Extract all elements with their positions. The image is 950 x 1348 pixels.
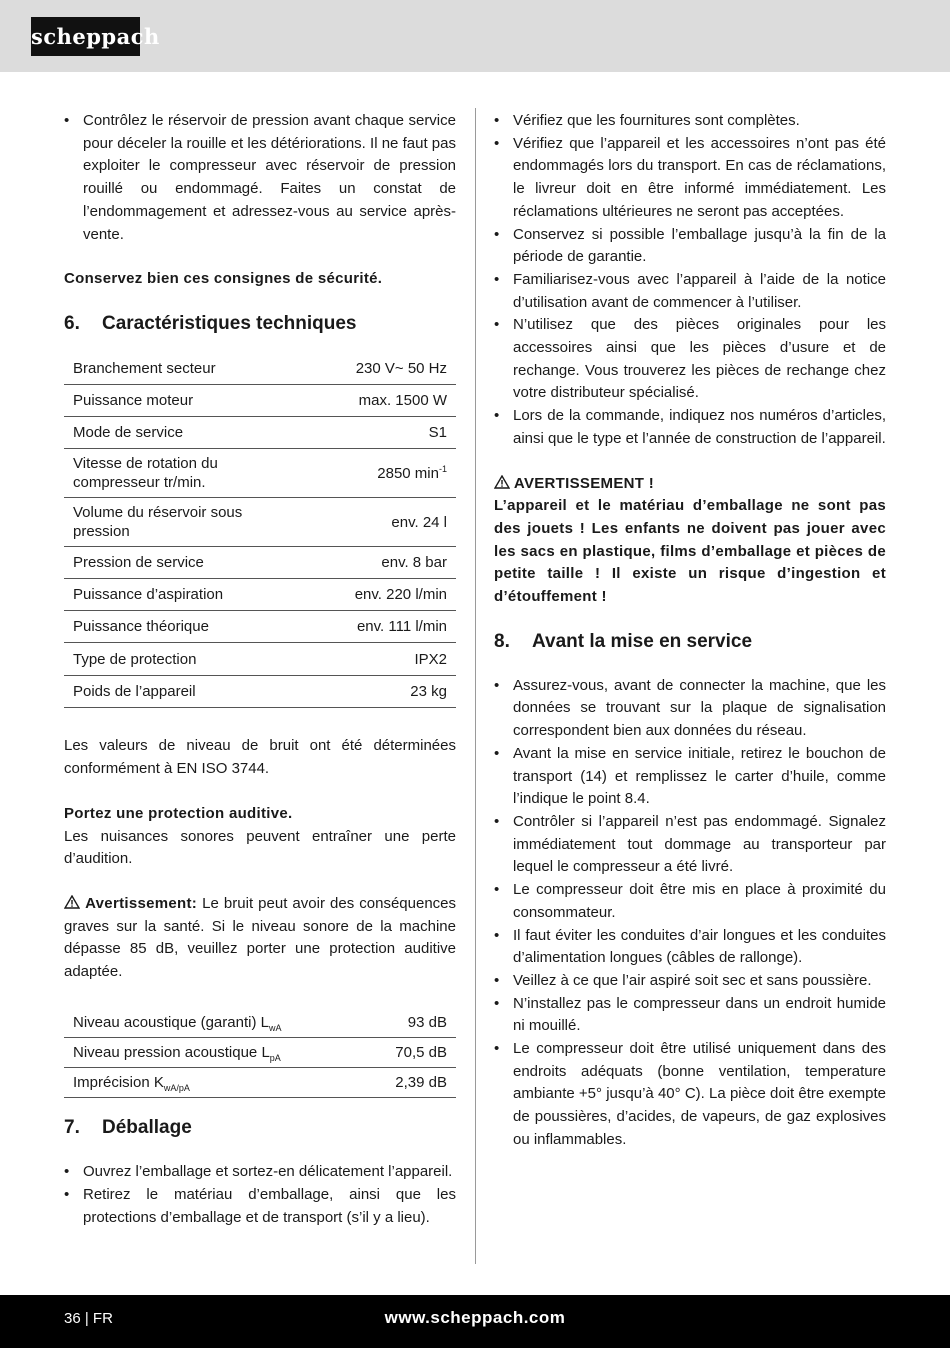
table-row — [64, 353, 456, 385]
spec-value: env. 220 l/min — [292, 579, 456, 611]
list-item: • Ouvrez l’emballage et sortez-en délicatement l’appareil. — [64, 1161, 456, 1184]
left-column — [64, 110, 456, 1229]
spec-value — [292, 449, 456, 498]
spec-value: max. 1500 W — [292, 385, 456, 417]
delivery-check-list — [494, 110, 886, 451]
packaging-warning-title — [494, 473, 886, 496]
list-item: • Il faut éviter les conduites d’air longues et les conduites d’alimentation longues (câbles de rallonge). — [494, 925, 886, 970]
table-row — [64, 611, 456, 643]
rpm-value: 2850 min — [377, 464, 439, 482]
spec-label: Poids de l’appareil — [64, 676, 292, 708]
section-number: 7. — [64, 1117, 80, 1139]
warning-label: Avertissement: — [85, 894, 198, 912]
table-row — [64, 579, 456, 611]
warning-title-text: AVERTISSEMENT ! — [513, 474, 654, 492]
table-row — [64, 643, 456, 676]
list-item: • Contrôler si l’appareil n’est pas endommagé. Signalez immédiatement tout dommage au transporteur par lequel le compresseur a été livré. — [494, 811, 886, 879]
commissioning-list — [494, 675, 886, 1152]
spec-value: IPX2 — [292, 643, 456, 676]
table-row — [64, 449, 456, 498]
section-number: 6. — [64, 312, 80, 334]
table-row — [64, 1038, 456, 1068]
warning-text: Le bruit peut avoir des conséquences graves sur la santé. Si le niveau sonore de la machine dépasse 85 dB, veuillez porter une protection auditive adaptée. — [64, 894, 457, 981]
header-bar — [0, 0, 950, 72]
rpm-exponent: -1 — [438, 463, 447, 474]
noise-label — [64, 1038, 364, 1068]
column-divider — [475, 108, 476, 1264]
noise-label-text: Niveau acoustique (garanti) L — [73, 1014, 269, 1031]
noise-value: 70,5 dB — [364, 1038, 456, 1068]
list-item: • Assurez-vous, avant de connecter la machine, que les données se trouvant sur la plaque de signalisation correspondent bien aux données du réseau. — [494, 675, 886, 743]
right-column — [494, 110, 886, 1152]
spec-table — [64, 353, 456, 709]
spec-label: Type de protection — [64, 643, 292, 676]
list-item: • Conservez si possible l’emballage jusqu’à la fin de la période de garantie. — [494, 224, 886, 269]
spec-value: env. 8 bar — [292, 547, 456, 579]
hearing-protection-text: Les nuisances sonores peuvent entraîner une perte d’audition. — [64, 827, 456, 868]
section-title: Déballage — [102, 1117, 192, 1139]
noise-standard-text: Les valeurs de niveau de bruit ont été déterminées conformément à EN ISO 3744. — [64, 737, 456, 778]
list-item: • Familiarisez-vous avec l’appareil à l’aide de la notice d’utilisation avant de commencer à l’utiliser. — [494, 269, 886, 314]
noise-label-sub: pA — [269, 1053, 281, 1064]
spec-label: Pression de service — [64, 547, 292, 579]
list-item: • Vérifiez que l’appareil et les accessoires n’ont pas été endommagés lors du transport. En cas de réclamations, le livreur doit en être informé immédiatement. Les réclamations ultérieures ne seront pas acceptées. — [494, 133, 886, 224]
noise-table — [64, 1008, 456, 1099]
list-item: • Le compresseur doit être utilisé uniquement dans des endroits adéquats (bonne ventilation, temperature ambiante +5° jusqu’à 40° C). La pièce doit être exempte de poussières, d’acides, de vapeurs, de gaz explosives ou inflammables. — [494, 1038, 886, 1152]
spec-label: Puissance théorique — [64, 611, 292, 643]
section-6-heading — [64, 311, 456, 337]
spec-value: 230 V~ 50 Hz — [292, 353, 456, 385]
section-8-heading — [494, 629, 886, 655]
table-row — [64, 498, 456, 547]
safety-keep-note: Conservez bien ces consignes de sécurité. — [64, 270, 383, 288]
noise-label-text: Niveau pression acoustique L — [73, 1044, 270, 1062]
noise-label-sub: wA/pA — [163, 1083, 190, 1094]
spec-label: Mode de service — [64, 417, 292, 449]
spec-label: Vitesse de rotation du compresseur tr/min. — [64, 449, 292, 498]
spec-label: Volume du réservoir sous pression — [64, 498, 292, 547]
section-title: Avant la mise en service — [532, 630, 753, 652]
warning-triangle-icon — [494, 475, 510, 489]
noise-warning — [64, 893, 456, 984]
list-item: • N’utilisez que des pièces originales pour les accessoires ainsi que les pièces d’usure et de rechange. Vous trouverez les pièces de rechange chez votre distributeur spécialisé. — [494, 314, 886, 405]
spec-label: Puissance moteur — [64, 385, 292, 417]
list-item: • Lors de la commande, indiquez nos numéros d’articles, ainsi que le type et l’année de construction de l’appareil. — [494, 405, 886, 450]
spec-value: S1 — [292, 417, 456, 449]
website-link[interactable]: www.scheppach.com — [384, 1308, 566, 1327]
footer-bar — [0, 1295, 950, 1348]
spec-value: env. 111 l/min — [292, 611, 456, 643]
section-title: Caractéristiques techniques — [102, 312, 357, 334]
table-row — [64, 547, 456, 579]
intro-list — [64, 110, 456, 246]
spec-value: env. 24 l — [292, 498, 456, 547]
list-item: • N’installez pas le compresseur dans un endroit humide ni mouillé. — [494, 993, 886, 1038]
spec-label: Puissance d’aspiration — [64, 579, 292, 611]
page-number: 36 | FR — [64, 1310, 113, 1327]
table-row — [64, 417, 456, 449]
section-number: 8. — [494, 630, 510, 652]
list-item: • Vérifiez que les fournitures sont complètes. — [494, 110, 886, 133]
section-7-heading — [64, 1115, 456, 1141]
noise-value: 93 dB — [364, 1008, 456, 1038]
list-item: • Le compresseur doit être mis en place à proximité du consommateur. — [494, 879, 886, 924]
noise-label-sub: wA — [268, 1023, 282, 1033]
table-row — [64, 1008, 456, 1038]
noise-value: 2,39 dB — [364, 1068, 456, 1098]
table-row — [64, 385, 456, 417]
packaging-warning-body: L’appareil et le matériau d’emballage ne sont pas des jouets ! Les enfants ne doivent pas jouer avec les sacs en plastique, films d’emballage et pièces de petite taille ! Il existe un risque d’ingestion et d’étouffement ! — [494, 497, 886, 606]
noise-label-text: Imprécision K — [73, 1074, 164, 1092]
warning-triangle-icon — [64, 895, 80, 909]
table-row — [64, 1068, 456, 1098]
list-item: • Retirez le matériau d’emballage, ainsi que les protections d’emballage et de transport (s’il y a lieu). — [64, 1184, 456, 1229]
table-row — [64, 676, 456, 708]
noise-label — [64, 1068, 364, 1098]
hearing-protection-heading: Portez une protection auditive. — [64, 804, 293, 822]
spec-label: Branchement secteur — [64, 353, 292, 385]
unpack-list — [64, 1161, 456, 1229]
brand-logo: scheppach — [31, 17, 140, 56]
list-item: • Avant la mise en service initiale, retirez le bouchon de transport (14) et remplissez le carter d’huile, comme l’indique le point 8.4. — [494, 743, 886, 811]
list-item: • Contrôlez le réservoir de pression avant chaque service pour déceler la rouille et les détériorations. Il ne faut pas exploiter le compresseur avec réservoir de pression rouillé ou endommagé. Faites un constat de l’endommagement et adressez-vous au service après-vente. — [64, 110, 456, 246]
list-item: • Veillez à ce que l’air aspiré soit sec et sans poussière. — [494, 970, 886, 993]
spec-value: 23 kg — [292, 676, 456, 708]
noise-label — [64, 1008, 364, 1038]
